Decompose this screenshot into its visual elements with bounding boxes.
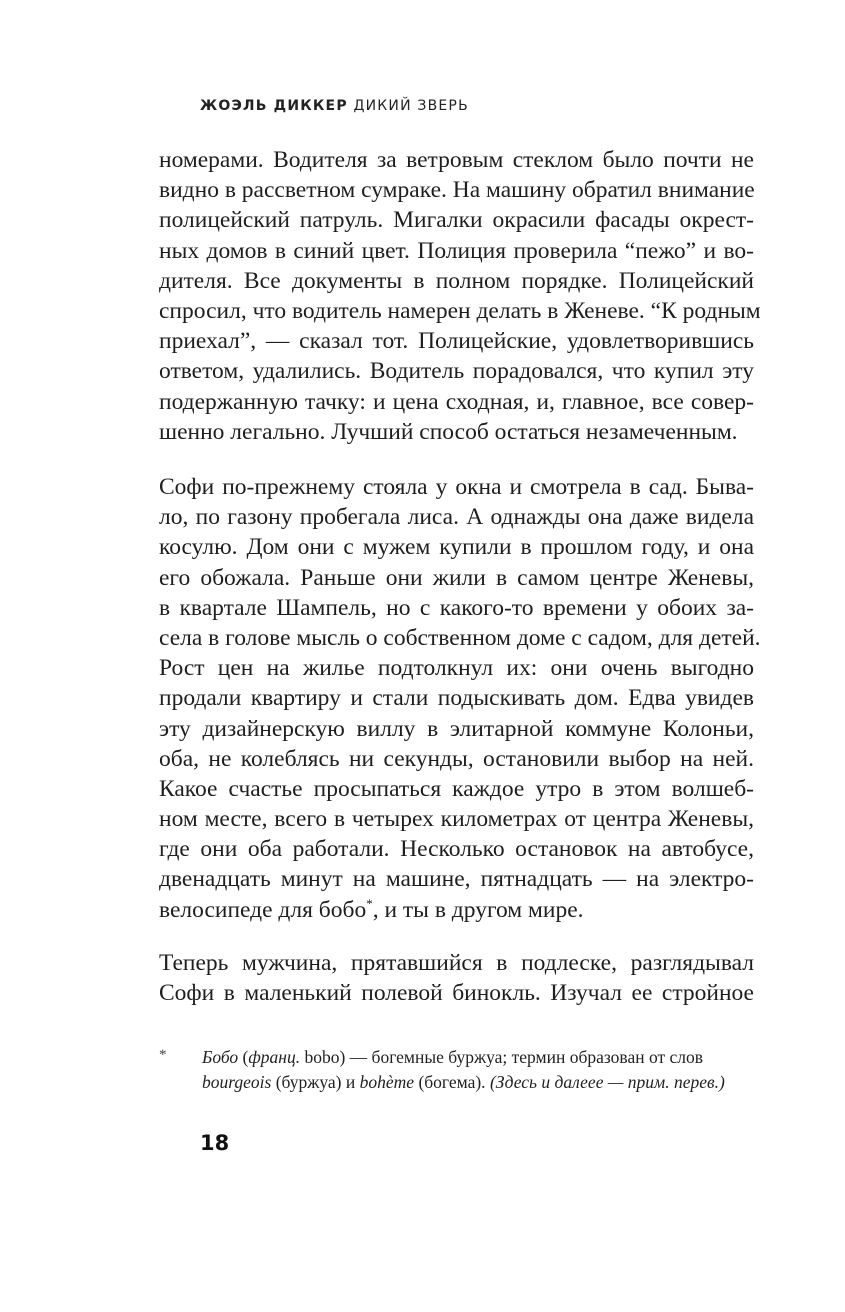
footnote-note: (Здесь и далеее — прим. перев.) xyxy=(489,1072,725,1092)
text-line: видно в рассветном сумраке. На машину обратил внимание xyxy=(159,177,755,204)
paragraph-2 xyxy=(159,472,761,925)
text-line: ло, по газону пробегала лиса. А однажды она даже видела xyxy=(159,504,754,531)
footnote-reference[interactable]: * xyxy=(366,895,373,911)
text-line: ных домов в синий цвет. Полиция проверила “пежо” и во- xyxy=(159,237,754,264)
paragraph-3 xyxy=(159,948,754,1008)
footnote-lang: франц. xyxy=(248,1047,301,1067)
text-line: двенадцать минут на машине, пятнадцать — на электро- xyxy=(159,866,754,893)
text-line: номерами. Водителя за ветровым стеклом было почти не xyxy=(159,147,754,173)
footnote-text: (буржуа) и xyxy=(271,1072,360,1092)
text-line: полицейский патруль. Мигалки окрасили фасады окрест- xyxy=(159,207,754,234)
page-number: 18 xyxy=(200,1131,230,1155)
text-fragment: велосипеде для бобо xyxy=(159,896,367,923)
text-line: дителя. Все документы в полном порядке. Полицейский xyxy=(159,267,754,294)
footnote-line xyxy=(202,1070,754,1095)
text-line: его обожала. Раньше они жили в самом центре Женевы, xyxy=(159,564,754,591)
footnote-symbol: * xyxy=(159,1047,167,1063)
text-line: ном месте, всего в четырех километрах от центра Женевы, xyxy=(159,806,754,833)
text-line: косулю. Дом они с мужем купили в прошлом году, и она xyxy=(159,534,754,561)
footnote-term: Бобо xyxy=(202,1047,239,1067)
text-line xyxy=(159,895,754,925)
footnote-text: ( xyxy=(242,1047,249,1067)
text-line: Софи в маленький полевой бинокль. Изучал ее стройное xyxy=(159,980,754,1007)
footnote-line xyxy=(202,1045,754,1070)
footnote-word: bohème xyxy=(359,1072,415,1092)
text-line: села в голове мысль о собственном доме с садом, для детей. xyxy=(159,624,761,651)
text-line: Софи по-прежнему стояла у окна и смотрела в сад. Быва- xyxy=(159,474,754,500)
text-line: Какое счастье просыпаться каждое утро в этом волшеб- xyxy=(159,775,754,802)
text-line: оба, не колеблясь ни секунды, остановили выбор на ней. xyxy=(159,745,754,772)
text-line: шенно легально. Лучший способ остаться незамеченным. xyxy=(159,418,738,445)
running-head-author: ЖОЭЛЬ ДИККЕР xyxy=(200,98,348,114)
text-line: подержанную тачку: и цена сходная, и, главное, все совер- xyxy=(159,388,754,415)
running-head-title: ДИКИЙ ЗВЕРЬ xyxy=(353,98,469,114)
text-line: в квартале Шампель, но с какого-то времени у обоих за- xyxy=(159,594,754,621)
text-fragment: , и ты в другом мире. xyxy=(372,896,584,923)
running-head xyxy=(200,98,469,114)
footnote-text: bobo) — богемные буржуа; термин образован от слов xyxy=(300,1047,704,1067)
text-line: Рост цен на жилье подтолкнул их: они очень выгодно xyxy=(159,655,754,682)
text-line: эту дизайнерскую виллу в элитарной коммуне Колоньи, xyxy=(159,715,754,742)
text-line: продали квартиру и стали подыскивать дом. Едва увидев xyxy=(159,685,754,712)
footnote xyxy=(159,1045,754,1095)
text-line: приехал”, — сказал тот. Полицейские, удовлетворившись xyxy=(159,328,754,355)
footnote-body xyxy=(202,1045,754,1095)
footnote-word: bourgeois xyxy=(202,1072,272,1092)
text-line: где они оба работали. Несколько остановок на автобусе, xyxy=(159,836,754,863)
paragraph-1 xyxy=(159,145,761,447)
text-line: Теперь мужчина, прятавшийся в подлеске, разглядывал xyxy=(159,950,754,976)
text-line: спросил, что водитель намерен делать в Женеве. “К родным xyxy=(159,297,761,324)
text-line: ответом, удалились. Водитель порадовался, что купил эту xyxy=(159,358,754,385)
footnote-text: (богема). xyxy=(414,1072,490,1092)
